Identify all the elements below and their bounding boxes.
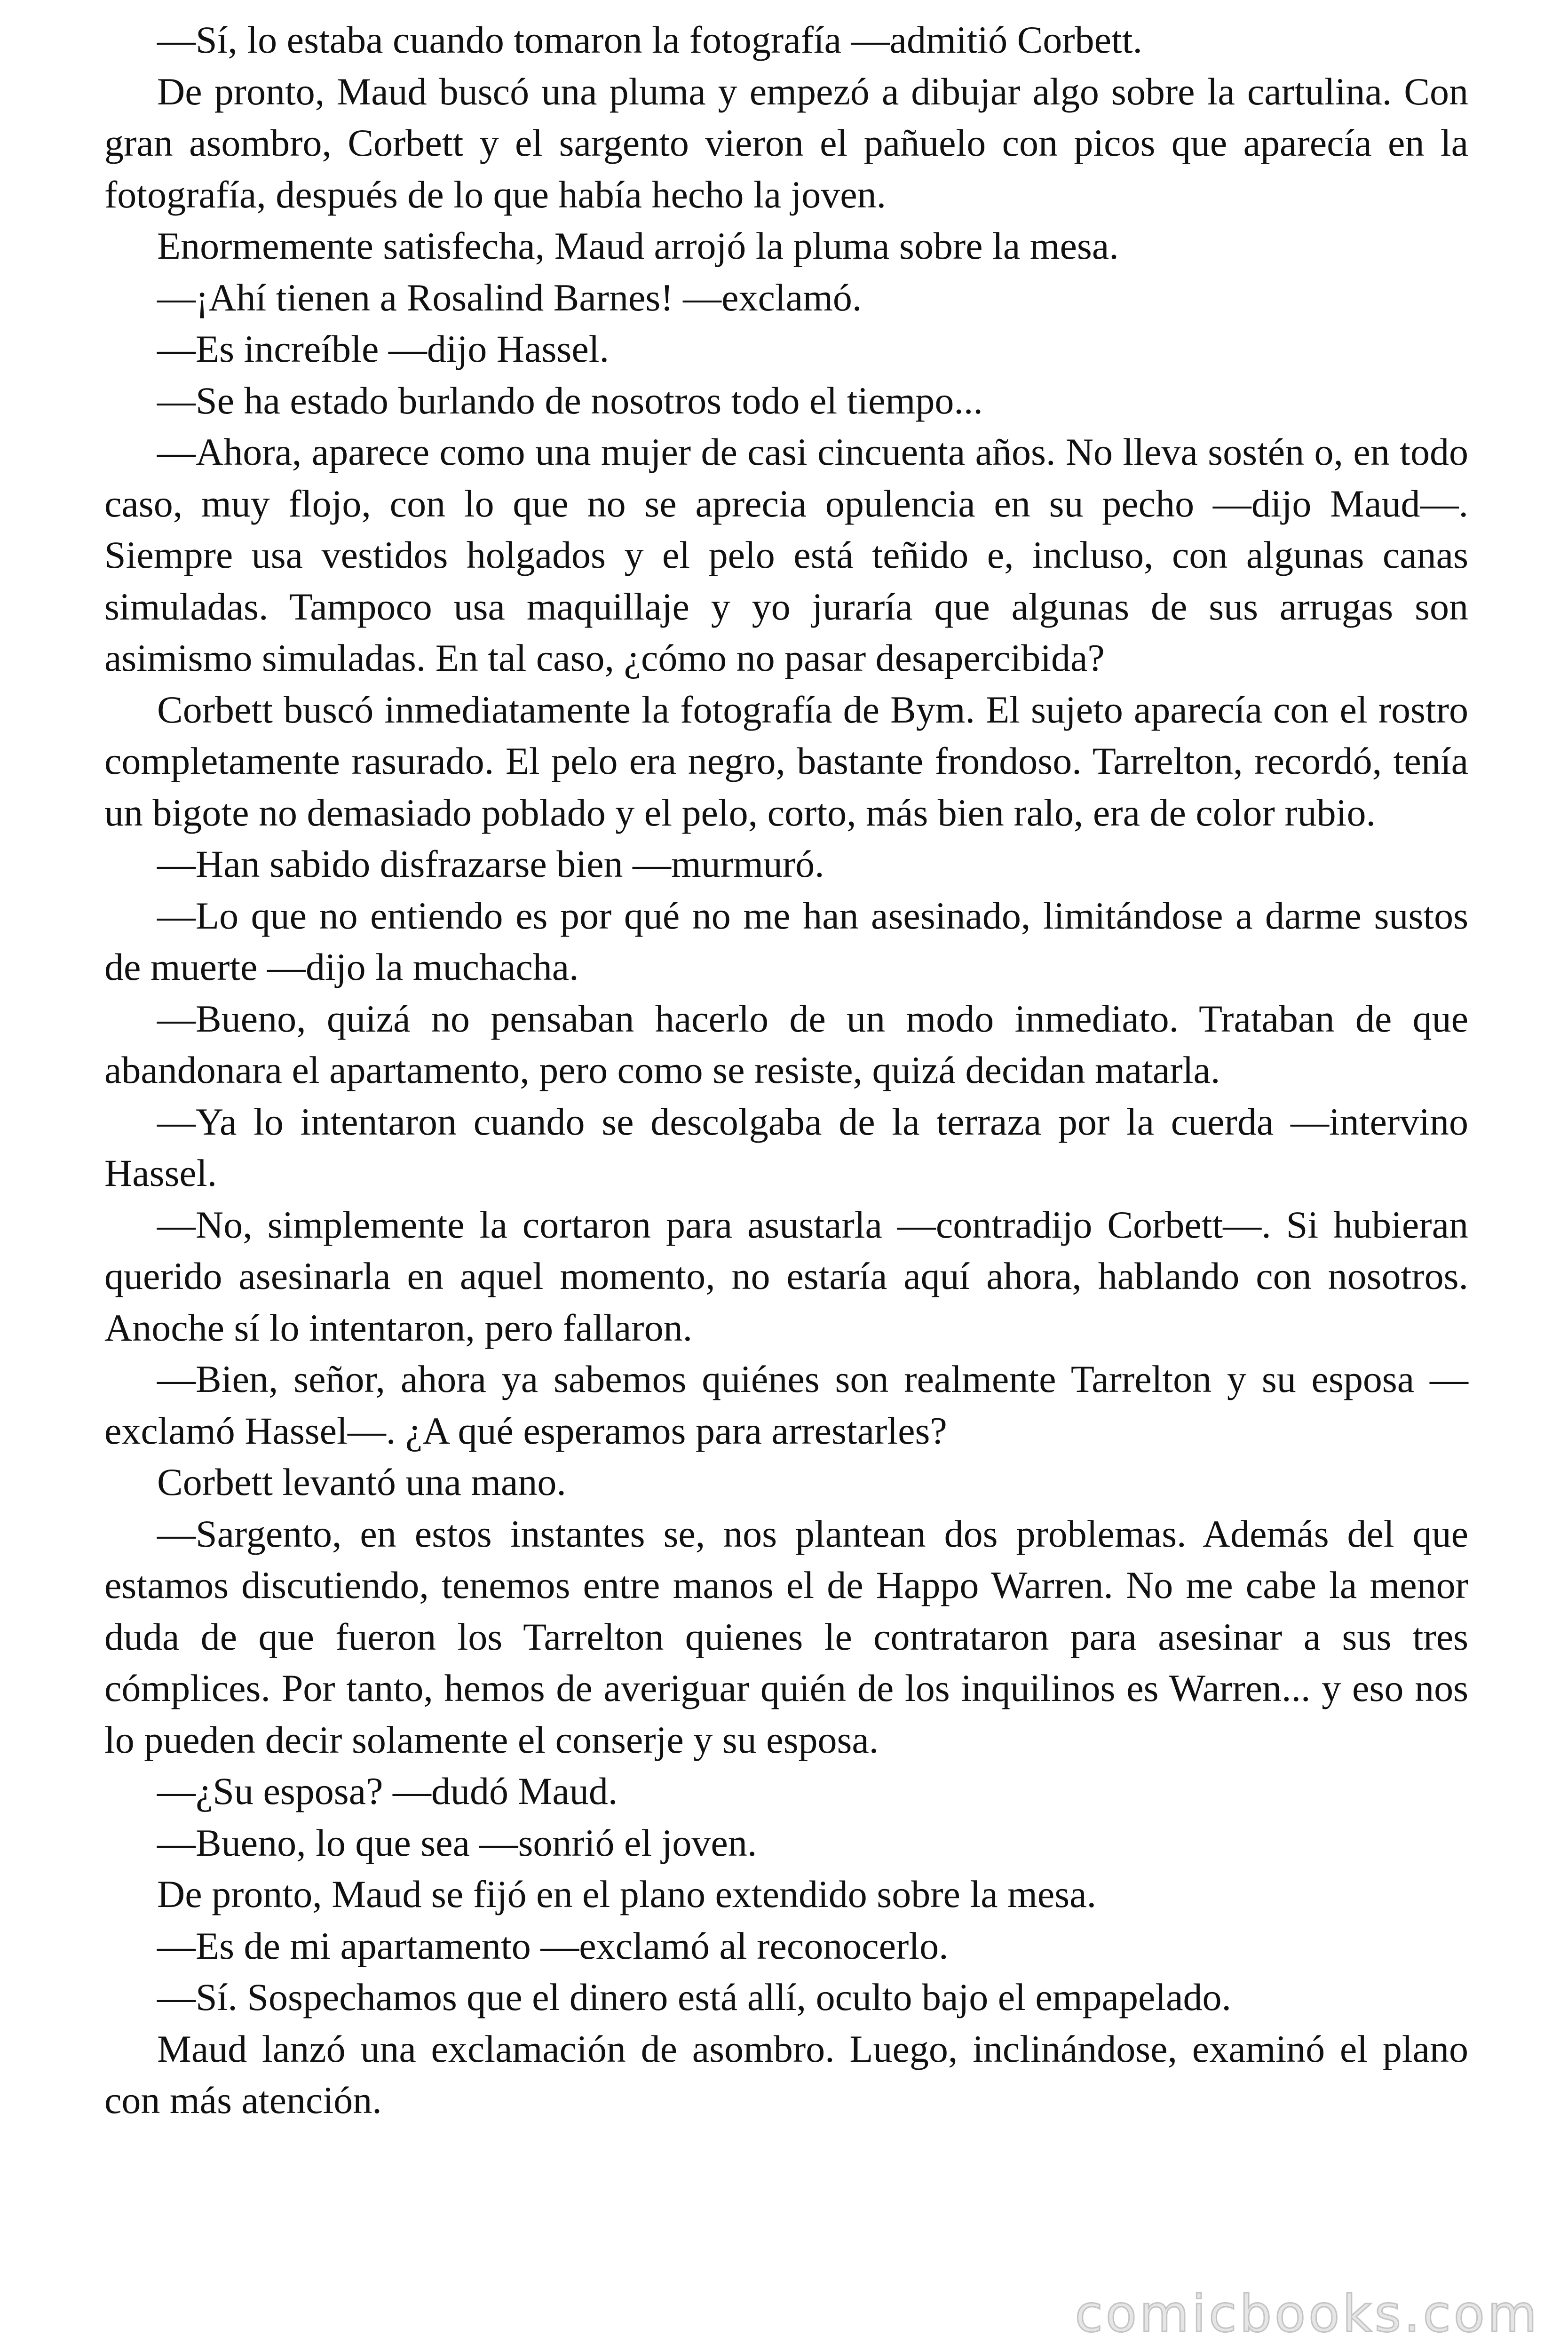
paragraph: —Bien, señor, ahora ya sabemos quiénes son realmente Tarrelton y su esposa — exclamó Hassel—. ¿A qué esperamos para arrestarles? — [104, 1358, 1468, 1452]
paragraph: —Sí, lo estaba cuando tomaron la fotografía —admitió Corbett. — [157, 18, 1143, 61]
paragraph: —¿Su esposa? —dudó Maud. — [157, 1770, 618, 1812]
paragraph: De pronto, Maud buscó una pluma y empezó a dibujar algo sobre la cartulina. Con gran asombro, Corbett y el sargento vieron el pañuelo con picos que aparecía en la fotografía, después de lo que había hecho la joven. — [104, 70, 1468, 216]
paragraph: Corbett levantó una mano. — [157, 1461, 566, 1503]
paragraph: —Es increíble —dijo Hassel. — [157, 327, 610, 370]
paragraph: —No, simplemente la cortaron para asustarla —contradijo Corbett—. Si hubieran querido asesinarla en aquel momento, no estaría aquí ahora, hablando con nosotros. Anoche sí lo intentaron, pero fallaron. — [104, 1203, 1468, 1349]
paragraph: —Ahora, aparece como una mujer de casi cincuenta años. No lleva sostén o, en todo caso, muy flojo, con lo que no se aprecia opulencia en su pecho —dijo Maud—. Siempre usa vestidos holgados y el pelo está teñido e, incluso, con algunas canas simuladas. Tampoco usa maquillaje y yo juraría que algunas de sus arrugas son asimismo simuladas. En tal caso, ¿cómo no pasar desapercibida? — [104, 430, 1468, 679]
paragraph: —¡Ahí tienen a Rosalind Barnes! —exclamó. — [157, 276, 862, 319]
paragraph: —Bueno, lo que sea —sonrió el joven. — [157, 1821, 757, 1864]
paragraph: Maud lanzó una exclamación de asombro. Luego, inclinándose, examinó el plano con más atención. — [104, 2027, 1468, 2122]
paragraph: —Sargento, en estos instantes se, nos plantean dos problemas. Además del que estamos discutiendo, tenemos entre manos el de Happo Warren. No me cabe la menor duda de que fueron los Tarrelton quienes le contrataron para asesinar a sus tres cómplices. Por tanto, hemos de averiguar quién de los inquilinos es Warren... y eso nos lo pueden decir solamente el conserje y su esposa. — [104, 1512, 1468, 1761]
page-body — [104, 14, 1468, 2126]
paragraph: —Lo que no entiendo es por qué no me han asesinado, limitándose a darme sustos de muerte —dijo la muchacha. — [104, 894, 1468, 988]
paragraph: —Han sabido disfrazarse bien —murmuró. — [157, 842, 824, 885]
paragraph: Corbett buscó inmediatamente la fotografía de Bym. El sujeto aparecía con el rostro completamente rasurado. El pelo era negro, bastante frondoso. Tarrelton, recordó, tenía un bigote no demasiado poblado y el pelo, corto, más bien ralo, era de color rubio. — [104, 688, 1468, 834]
paragraph: —Se ha estado burlando de nosotros todo el tiempo... — [157, 379, 983, 422]
paragraph: —Es de mi apartamento —exclamó al reconocerlo. — [157, 1924, 949, 1967]
paragraph: —Sí. Sospechamos que el dinero está allí, oculto bajo el empapelado. — [157, 1976, 1232, 2018]
paragraph: Enormemente satisfecha, Maud arrojó la pluma sobre la mesa. — [157, 224, 1119, 267]
paragraph: —Bueno, quizá no pensaban hacerlo de un modo inmediato. Trataban de que abandonara el apartamento, pero como se resiste, quizá decidan matarla. — [104, 997, 1468, 1091]
paragraph: De pronto, Maud se fijó en el plano extendido sobre la mesa. — [157, 1873, 1097, 1915]
paragraph: —Ya lo intentaron cuando se descolgaba de la terraza por la cuerda —intervino Hassel. — [104, 1100, 1468, 1194]
watermark: comicbooks.com — [1075, 2285, 1540, 2344]
